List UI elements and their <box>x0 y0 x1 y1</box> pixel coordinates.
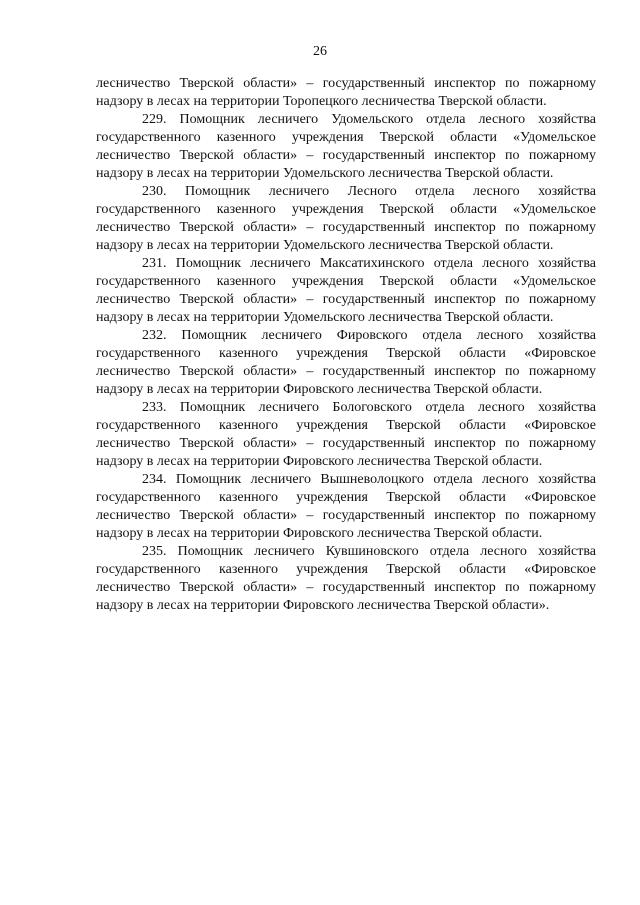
document-body <box>96 75 596 615</box>
paragraph-230: 230. Помощник лесничего Лесного отдела лесного хозяйства государственного казенного учреждения Тверской области «Удомельское лесничество Тверской области» – государственный инспектор по пожарному надзору в лесах на территории Удомельского лесничества Тверской области. <box>96 184 596 253</box>
paragraph-continuation: лесничество Тверской области» – государственный инспектор по пожарному надзору в лесах на территории Торопецкого лесничества Тверской области. <box>96 76 596 109</box>
paragraph-231: 231. Помощник лесничего Максатихинского отдела лесного хозяйства государственного казенного учреждения Тверской области «Удомельское лесничество Тверской области» – государственный инспектор по пожарному надзору в лесах на территории Удомельского лесничества Тверской области. <box>96 256 596 325</box>
paragraph-232: 232. Помощник лесничего Фировского отдела лесного хозяйства государственного казенного учреждения Тверской области «Фировское лесничество Тверской области» – государственный инспектор по пожарному надзору в лесах на территории Фировского лесничества Тверской области. <box>96 328 596 397</box>
paragraph-235: 235. Помощник лесничего Кувшиновского отдела лесного хозяйства государственного казенного учреждения Тверской области «Фировское лесничество Тверской области» – государственный инспектор по пожарному надзору в лесах на территории Фировского лесничества Тверской области». <box>96 544 596 613</box>
page-number: 26 <box>313 44 327 59</box>
paragraph-234: 234. Помощник лесничего Вышневолоцкого отдела лесного хозяйства государственного казенного учреждения Тверской области «Фировское лесничество Тверской области» – государственный инспектор по пожарному надзору в лесах на территории Фировского лесничества Тверской области. <box>96 472 596 541</box>
paragraph-229: 229. Помощник лесничего Удомельского отдела лесного хозяйства государственного казенного учреждения Тверской области «Удомельское лесничество Тверской области» – государственный инспектор по пожарному надзору в лесах на территории Удомельского лесничества Тверской области. <box>96 112 596 181</box>
paragraph-233: 233. Помощник лесничего Бологовского отдела лесного хозяйства государственного казенного учреждения Тверской области «Фировское лесничество Тверской области» – государственный инспектор по пожарному надзору в лесах на территории Фировского лесничества Тверской области. <box>96 400 596 469</box>
